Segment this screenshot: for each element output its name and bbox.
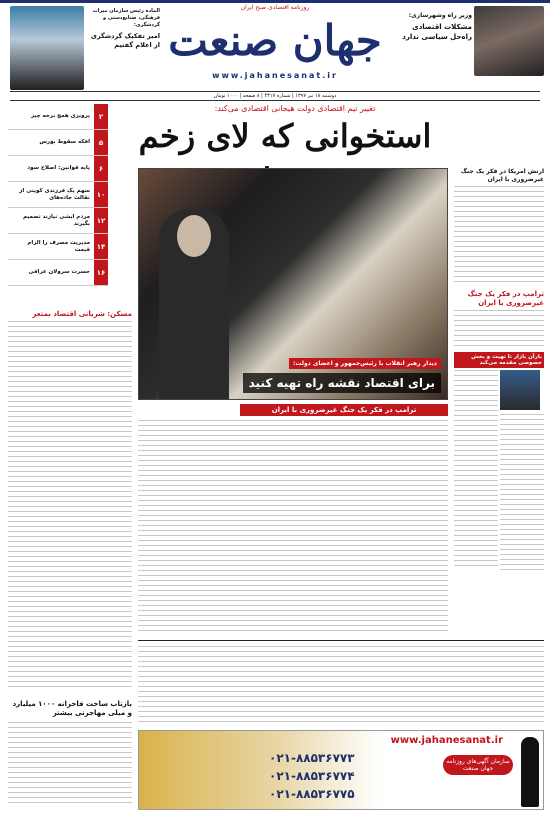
sidebar-item[interactable] <box>8 208 108 234</box>
left-promo-title: بارآن بازار تا تهیت و بخش خصوصی مقدمه می‌کند <box>454 352 544 368</box>
main-photo <box>138 168 448 400</box>
ad-phone[interactable]: ۰۲۱-۸۸۵۳۶۷۷۴ <box>269 769 355 783</box>
sidebar-item-label: مردم ایشی نیازند تصمیم بگیرند <box>22 213 90 227</box>
sidebar-item-label: مدیریت مصرف را الزام قیمت <box>27 239 90 253</box>
photo-figure <box>177 215 211 257</box>
left-column-text <box>454 310 544 350</box>
sidebar-item-num: ۱۶ <box>94 260 108 285</box>
left-promo-photo <box>500 370 540 410</box>
sidebar-item-num: ۱۴ <box>94 234 108 259</box>
headline-main: استخوانی که لای زخم <box>138 117 432 155</box>
right-bottom-text <box>8 722 132 806</box>
top-right-title: الماده رئیس سازمان میراث فرهنگی، صنایع‌دستی و گردشگری: <box>92 8 160 28</box>
photo-caption-main: برای اقتصاد نقشه راه تهیه کنید <box>243 373 441 393</box>
sidebar-item-num: ۱۰ <box>94 182 108 207</box>
top-left-title: وزیر راه وشهرسازی: <box>408 12 472 19</box>
sidebar-index <box>8 104 108 304</box>
ad-phone[interactable]: ۰۲۱-۸۸۵۳۶۷۷۵ <box>269 787 355 801</box>
sidebar-item-label: افکه سقوط بورس <box>39 139 90 145</box>
sidebar-item-num: ۲ <box>94 104 108 129</box>
sidebar-item-label: پایه قوانین: اصلاح سود <box>27 165 90 171</box>
right-column-text <box>8 321 132 691</box>
sidebar-item[interactable] <box>8 156 108 182</box>
sidebar-item-num: ۱۲ <box>94 208 108 233</box>
top-left-portrait <box>474 6 544 76</box>
left-column-text <box>454 186 544 286</box>
left-column-item1: ارتش امریکا در فکر یک جنگ غیرضروری با ایران <box>460 168 544 183</box>
sidebar-item[interactable] <box>8 130 108 156</box>
sidebar-item[interactable] <box>8 234 108 260</box>
sidebar-item-label: پرویزی همچ برخه چیز <box>30 113 90 119</box>
right-bottom-title: بازتاب ساخت فاخرانه ۱۰۰۰ میلیارد و میلی مهاجرتی بیشتر <box>12 700 132 717</box>
sidebar-item[interactable] <box>8 182 108 208</box>
masthead-website[interactable]: www.jahanesanat.ir <box>212 71 338 80</box>
sidebar-item[interactable] <box>8 104 108 130</box>
top-border <box>0 0 550 3</box>
lower-article-text <box>138 646 544 726</box>
center-article-title: ترامپ در فکر یک جنگ غیرضروری با ایران <box>240 404 448 416</box>
photo-caption-top: دیدار رهبر انقلاب با رئیس‌جمهور و اعضای دولت: <box>289 358 441 369</box>
ad-badge: سازمان آگهی‌های روزنامه جهان صنعت <box>443 755 513 775</box>
top-left-text: مشکلات اقتصادی راه‌حل سیاسی ندارد <box>402 23 472 41</box>
dateline-bar <box>10 91 540 101</box>
sidebar-item-label: سهم یک فرزندی کوپنی از نقالت جاده‌های <box>19 187 90 201</box>
right-column-title: مسکن: شریانی اقتصاد بمتعر <box>32 310 132 318</box>
headline-kicker: تغییر تیم اقتصادی دولت هیجانی اقتصادی می‌کند: <box>214 104 376 113</box>
masthead <box>160 4 390 104</box>
top-right-block <box>88 8 160 50</box>
sidebar-item[interactable] <box>8 260 108 286</box>
top-left-block <box>392 12 472 42</box>
right-column <box>8 310 132 690</box>
left-promo-text <box>454 370 498 570</box>
masthead-tagline: روزنامه اقتصادی صبح ایران <box>240 4 310 11</box>
ad-figure-icon <box>521 737 539 807</box>
left-column-item2: ترامپ در فکر یک جنگ غیرضروری با ایران <box>467 290 544 307</box>
sidebar-item-label: حسرت سرولان عراقی <box>28 269 90 275</box>
ad-phone[interactable]: ۰۲۱-۸۸۵۳۶۷۷۳ <box>269 751 355 765</box>
sidebar-item-num: ۵ <box>94 130 108 155</box>
top-right-portrait <box>10 6 84 90</box>
masthead-logo: جهان صنعت <box>168 16 382 65</box>
ad-block[interactable] <box>138 730 544 810</box>
ad-website[interactable]: www.jahanesanat.ir <box>390 735 503 746</box>
center-article-text <box>138 420 448 635</box>
dateline: دوشنبه ۱۸ تیر ۱۳۹۷ | شماره ۴۳۱۷ | ۸ صفحه | ۱۰۰۰ تومان <box>213 93 337 99</box>
divider <box>138 640 544 641</box>
top-right-text: امیر تفکیک گردشگری از اعلام گفتیم <box>90 32 160 49</box>
left-promo-text <box>500 414 544 570</box>
sidebar-item-num: ۶ <box>94 156 108 181</box>
